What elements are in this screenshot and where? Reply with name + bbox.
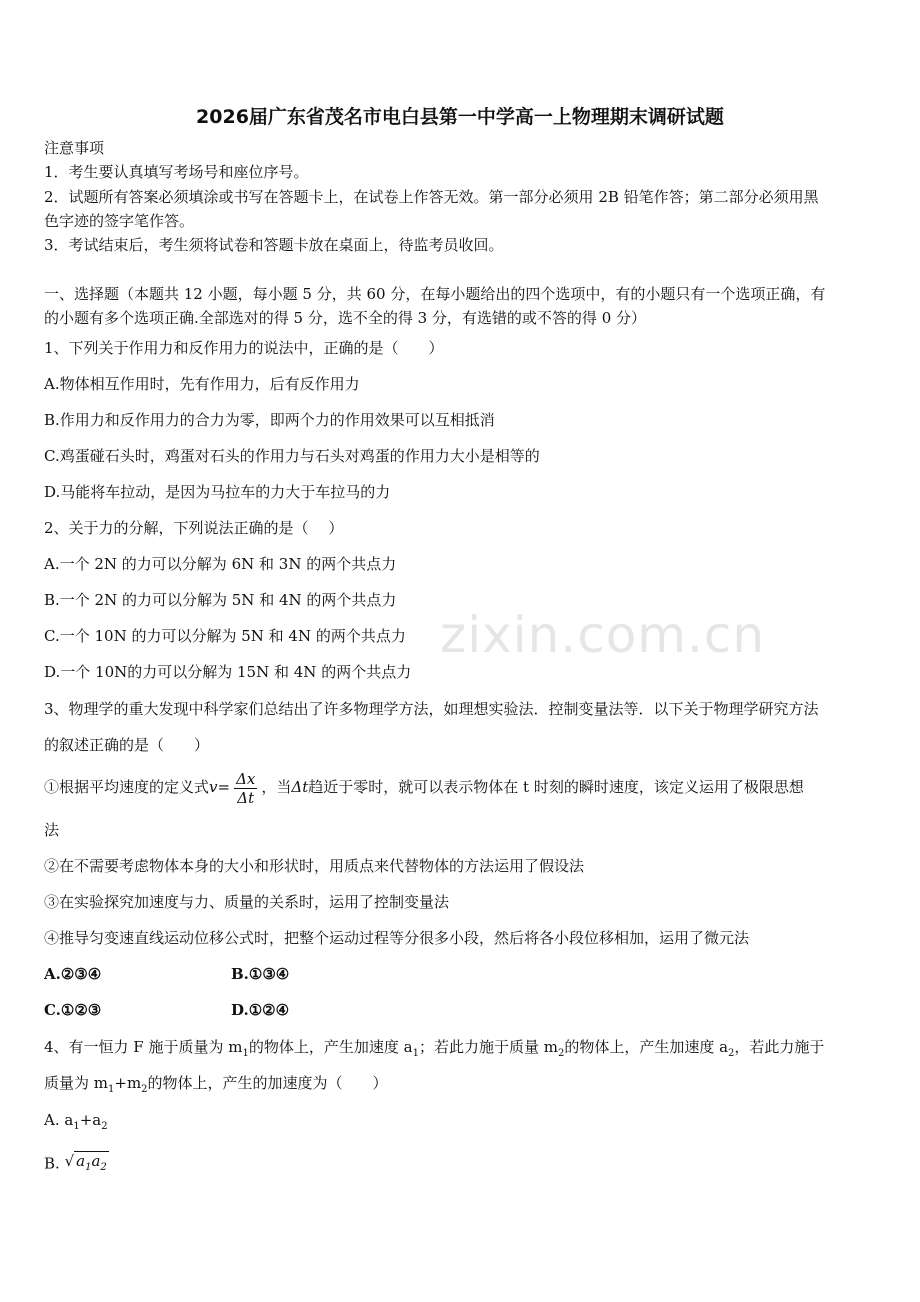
q3-statement-4: ④推导匀变速直线运动位移公式时，把整个运动过程等分很多小段，然后将各小段位移相加，运用了微元法 <box>44 929 750 947</box>
q4-opt-text: B. <box>44 1154 60 1173</box>
fraction <box>234 770 257 807</box>
subscript: 1 <box>108 1084 115 1095</box>
equals-sign: = <box>217 778 231 796</box>
subscript: 2 <box>557 1048 565 1059</box>
q3-s1-post: 趋近于零时，就可以表示物体在 t 时刻的瞬时速度，该定义运用了极限思想 <box>308 778 804 796</box>
section-heading-cont: 的小题有多个选项正确.全部选对的得 5 分，选不全的得 3 分，有选错的或不答的得 0 分） <box>44 309 647 327</box>
question-4-stem <box>44 1037 824 1064</box>
subscript: 1 <box>73 1121 80 1132</box>
q3-statement-3: ③在实验探究加速度与力、质量的关系时，运用了控制变量法 <box>44 893 450 911</box>
q3-s1-pre: ①根据平均速度的定义式 <box>44 778 210 796</box>
q4-text: ，若此力施于 <box>734 1038 825 1056</box>
q3-option-c: C.①②③ <box>44 1001 102 1019</box>
q3-option-d: D.①②④ <box>231 1001 290 1019</box>
notice-item: 1．考生要认真填写考场号和座位序号。 <box>44 163 309 181</box>
section-heading: 一、选择题（本题共 12 小题，每小题 5 分，共 60 分，在每小题给出的四个选项中，有的小题只有一个选项正确，有 <box>44 285 826 303</box>
subscript: 1 <box>85 1162 92 1173</box>
fraction-denominator: Δt <box>237 788 255 807</box>
notice-item: 3．考试结束后，考生须将试卷和答题卡放在桌面上，待监考员收回。 <box>44 236 504 254</box>
page-title: 2026届广东省茂名市电白县第一中学高一上物理期末调研试题 <box>196 106 724 128</box>
q3-statement-1-cont: 法 <box>44 821 60 839</box>
q4-text: +m <box>114 1074 142 1092</box>
radicand-a: a <box>76 1152 86 1170</box>
question-4-stem-cont <box>44 1073 388 1100</box>
notice-heading: 注意事项 <box>44 139 105 157</box>
q1-option-d: D.马能将车拉动，是因为马拉车的力大于车拉马的力 <box>44 483 391 501</box>
velocity-symbol: v <box>209 778 218 796</box>
q1-option-a: A.物体相互作用时，先有作用力，后有反作用力 <box>44 375 360 393</box>
q3-statement-2: ②在不需要考虑物体本身的大小和形状时，用质点来代替物体的方法运用了假设法 <box>44 857 585 875</box>
q4-text: 的物体上，产生加速度 a <box>564 1038 729 1056</box>
q4-text: ；若此力施于质量 m <box>418 1038 558 1056</box>
delta-t-symbol: Δt <box>291 778 309 796</box>
subscript: 2 <box>728 1048 735 1059</box>
q4-text: 的物体上，产生的加速度为（ ） <box>147 1074 388 1092</box>
q4-text: 4、有一恒力 F 施于质量为 m <box>44 1038 243 1056</box>
question-1-stem: 1、下列关于作用力和反作用力的说法中，正确的是（ ） <box>44 339 444 357</box>
q1-option-c: C.鸡蛋碰石头时，鸡蛋对石头的作用力与石头对鸡蛋的作用力大小是相等的 <box>44 447 540 465</box>
notice-item: 2．试题所有答案必须填涂或书写在答题卡上，在试卷上作答无效。第一部分必须用 2B 铅笔作答；第二部分必须用黑 <box>44 188 819 206</box>
q2-option-b: B.一个 2N 的力可以分解为 5N 和 4N 的两个共点力 <box>44 591 397 609</box>
sqrt-expression <box>65 1146 109 1183</box>
q4-text: 的物体上，产生加速度 a <box>248 1038 413 1056</box>
subscript: 2 <box>101 1121 108 1132</box>
q4-option-a <box>44 1110 108 1137</box>
subscript: 1 <box>242 1048 249 1059</box>
q3-option-b: B.①③④ <box>231 965 290 983</box>
q1-option-b: B.作用力和反作用力的合力为零，即两个力的作用效果可以互相抵消 <box>44 411 495 429</box>
radicand-a: a <box>91 1152 101 1170</box>
q4-text: 质量为 m <box>44 1074 108 1092</box>
question-3-stem: 3、物理学的重大发现中科学家们总结出了许多物理学方法，如理想实验法．控制变量法等．以下关于物理学研究方法 <box>44 700 819 718</box>
q4-opt-text: A. a <box>44 1111 74 1129</box>
q4-option-b <box>44 1146 109 1183</box>
q3-statement-1 <box>44 768 804 807</box>
subscript: 2 <box>141 1084 148 1095</box>
q4-opt-text: +a <box>79 1111 102 1129</box>
subscript: 2 <box>100 1162 107 1173</box>
q2-option-d: D.一个 10N的力可以分解为 15N 和 4N 的两个共点力 <box>44 663 412 681</box>
watermark: zixin.com.cn <box>440 606 766 664</box>
q2-option-a: A.一个 2N 的力可以分解为 6N 和 3N 的两个共点力 <box>44 555 397 573</box>
question-3-stem-cont: 的叙述正确的是（ ） <box>44 736 210 754</box>
sqrt-symbol: √ <box>64 1152 75 1170</box>
notice-item: 色字迹的签字笔作答。 <box>44 212 195 230</box>
q3-s1-mid: ，当 <box>261 778 292 796</box>
q3-option-a: A.②③④ <box>44 965 102 983</box>
subscript: 1 <box>412 1048 419 1059</box>
q2-option-c: C.一个 10N 的力可以分解为 5N 和 4N 的两个共点力 <box>44 627 406 645</box>
fraction-numerator: Δx <box>236 769 256 788</box>
radicand <box>74 1151 109 1173</box>
question-2-stem: 2、关于力的分解，下列说法正确的是（ ） <box>44 519 344 537</box>
